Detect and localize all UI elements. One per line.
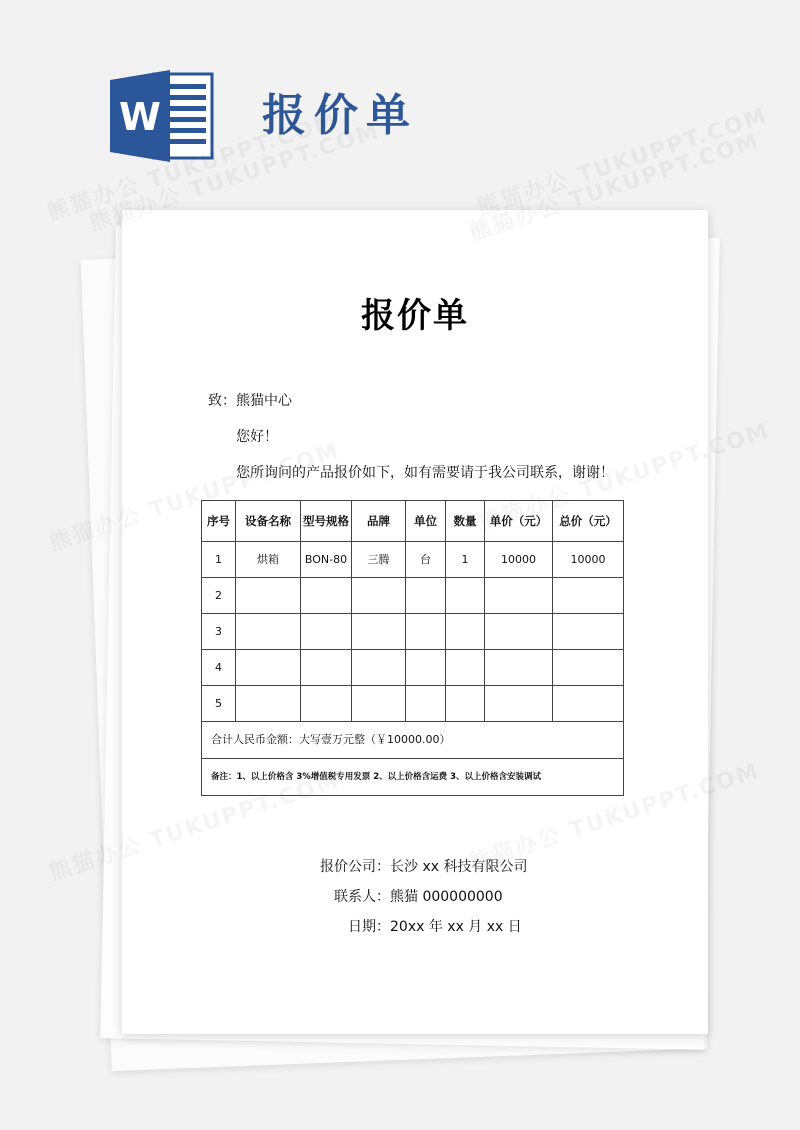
total-row bbox=[202, 722, 624, 759]
table-cell: 2 bbox=[202, 578, 236, 614]
table-header-cell: 设备名称 bbox=[236, 501, 301, 542]
company-label: 报价公司： bbox=[320, 859, 390, 875]
table-header-cell: 数量 bbox=[446, 501, 485, 542]
table-cell: 台 bbox=[406, 542, 446, 578]
word-icon bbox=[110, 70, 214, 162]
table-cell: 3 bbox=[202, 614, 236, 650]
table-row bbox=[202, 614, 624, 650]
table-cell bbox=[236, 578, 301, 614]
recipient-label: 致： bbox=[208, 393, 236, 409]
table-cell: 5 bbox=[202, 686, 236, 722]
table-cell bbox=[553, 686, 624, 722]
table-cell bbox=[485, 686, 553, 722]
document-title: 报价单 bbox=[361, 296, 469, 336]
date-line bbox=[284, 917, 522, 937]
recipient-name: 熊猫中心 bbox=[236, 393, 292, 409]
company-line bbox=[284, 857, 527, 877]
table-cell bbox=[406, 578, 446, 614]
table-cell bbox=[553, 650, 624, 686]
watermark bbox=[465, 124, 764, 247]
table-cell: 10000 bbox=[485, 542, 553, 578]
table-cell bbox=[301, 650, 352, 686]
table-row bbox=[202, 578, 624, 614]
table-cell: 三腾 bbox=[352, 542, 406, 578]
header-title: 报价单 bbox=[262, 90, 418, 141]
intro-text: 您所询问的产品报价如下，如有需要请于我公司联系，谢谢！ bbox=[236, 465, 614, 481]
company-value: 长沙 xx 科技有限公司 bbox=[390, 859, 528, 875]
table-cell bbox=[301, 686, 352, 722]
table-header-cell: 品牌 bbox=[352, 501, 406, 542]
table-cell: 1 bbox=[202, 542, 236, 578]
contact-line bbox=[284, 887, 503, 907]
table-cell bbox=[406, 650, 446, 686]
table-cell bbox=[485, 578, 553, 614]
table-cell bbox=[301, 578, 352, 614]
table-cell bbox=[446, 614, 485, 650]
greeting: 您好！ bbox=[236, 429, 278, 445]
table-cell: 10000 bbox=[553, 542, 624, 578]
date-label: 日期： bbox=[348, 919, 390, 935]
table-cell bbox=[446, 686, 485, 722]
table-cell bbox=[406, 614, 446, 650]
table-cell bbox=[446, 578, 485, 614]
table-header-cell: 总价（元） bbox=[553, 501, 624, 542]
quote-table bbox=[201, 500, 624, 796]
table-cell: 4 bbox=[202, 650, 236, 686]
table-cell bbox=[236, 650, 301, 686]
table-cell bbox=[485, 650, 553, 686]
table-header-cell: 单价（元） bbox=[485, 501, 553, 542]
table-cell: 1 bbox=[446, 542, 485, 578]
date-value: 20xx 年 xx 月 xx 日 bbox=[390, 919, 522, 935]
table-cell bbox=[352, 686, 406, 722]
watermark bbox=[473, 99, 772, 222]
table-cell bbox=[553, 578, 624, 614]
table-cell: 烘箱 bbox=[236, 542, 301, 578]
svg-text:W: W bbox=[119, 95, 161, 139]
contact-value: 熊猫 000000000 bbox=[390, 889, 503, 905]
table-cell bbox=[485, 614, 553, 650]
table-header-cell: 序号 bbox=[202, 501, 236, 542]
table-row bbox=[202, 542, 624, 578]
table-cell bbox=[236, 614, 301, 650]
total-amount: 合计人民币金额：大写壹万元整（￥10000.00） bbox=[202, 722, 624, 759]
table-cell bbox=[352, 578, 406, 614]
table-cell bbox=[406, 686, 446, 722]
table-header-row bbox=[202, 501, 624, 542]
table-cell bbox=[236, 686, 301, 722]
table-header-cell: 型号规格 bbox=[301, 501, 352, 542]
table-cell bbox=[301, 614, 352, 650]
table-row bbox=[202, 650, 624, 686]
table-cell bbox=[553, 614, 624, 650]
table-cell bbox=[446, 650, 485, 686]
note-row bbox=[202, 759, 624, 796]
document-page bbox=[122, 210, 708, 1034]
remarks: 备注：1、以上价格含 3%增值税专用发票 2、以上价格含运费 3、以上价格含安装调试 bbox=[202, 759, 624, 796]
table-row bbox=[202, 686, 624, 722]
table-cell bbox=[352, 614, 406, 650]
recipient-line bbox=[208, 391, 292, 411]
table-cell bbox=[352, 650, 406, 686]
table-cell: BON-80 bbox=[301, 542, 352, 578]
contact-label: 联系人： bbox=[334, 889, 390, 905]
table-header-cell: 单位 bbox=[406, 501, 446, 542]
